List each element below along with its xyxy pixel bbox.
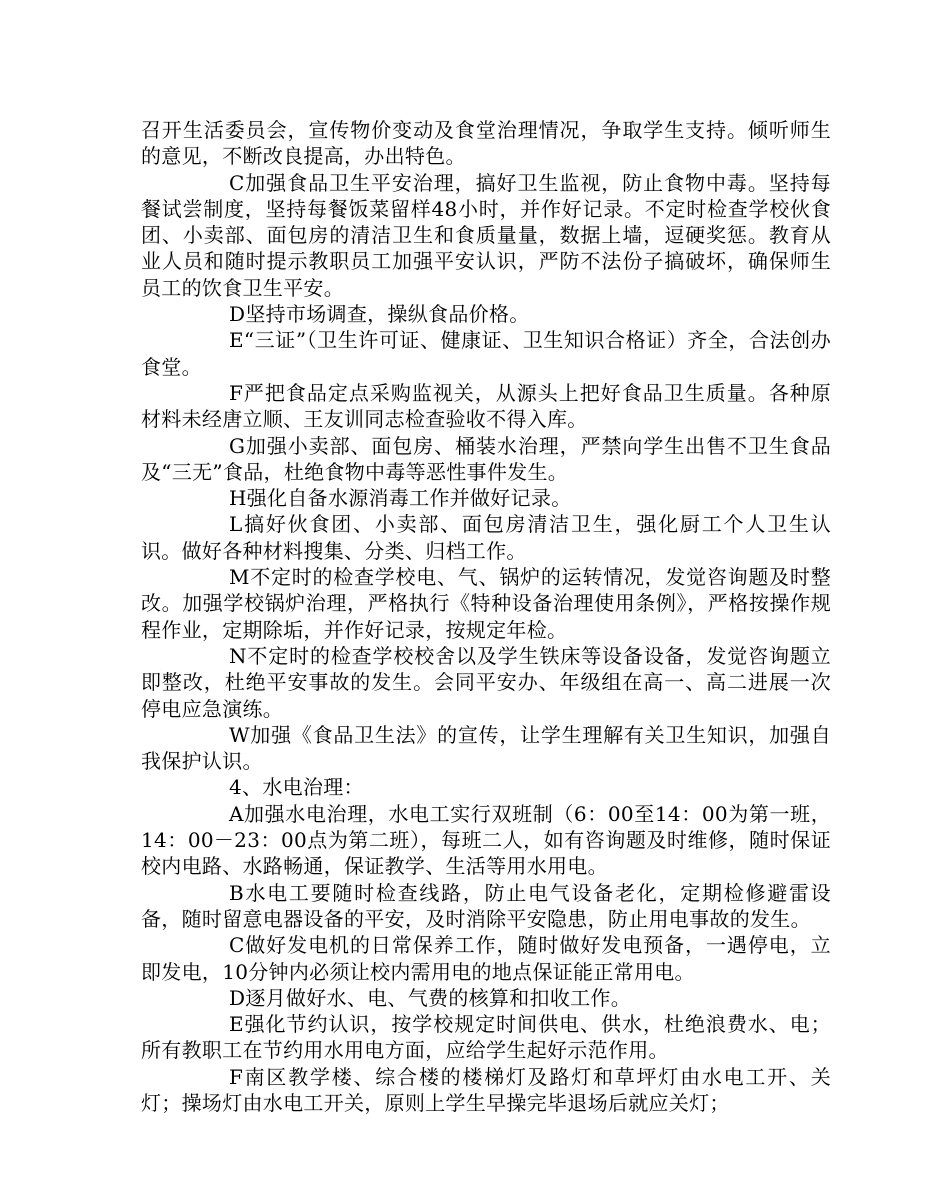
paragraph-market-survey: D坚持市场调查，操纵食品价格。 [229, 302, 530, 327]
paragraph-procurement: F严把食品定点采购监视关，从源头上把好食品卫生质量。各种原材料未经唐立顺、王友训同志检查验收不得入库。 [141, 380, 831, 432]
paragraph-billing: D逐月做好水、电、气费的核算和扣收工作。 [229, 985, 632, 1010]
paragraph-generator: C做好发电机的日常保养工作，随时做好发电预备，一遇停电，立即发电，10分钟内必须让校内需用电的地点保证能正常用电。 [141, 933, 831, 984]
paragraph-shift-schedule: A加强水电治理，水电工实行双班制（6：00至14：00为第一班，14：00－23：00点为第二班），每班二人，如有咨询题及时维修，随时保证校内电路、水路畅通，保证教学、生活等用水用电。 [141, 801, 831, 879]
paragraph-conservation: E强化节约认识，按学校规定时间供电、供水，杜绝浪费水、电；所有教职工在节约用水用电方面，应给学生起好示范作用。 [141, 1012, 831, 1063]
paragraph-lighting: F南区教学楼、综合楼的楼梯灯及路灯和草坪灯由水电工开、关灯；操场灯由水电工开关，原则上学生早操完毕退场后就应关灯； [141, 1064, 831, 1115]
document-body [141, 117, 831, 1116]
paragraph-water-disinfection: H强化自备水源消毒工作并做好记录。 [229, 486, 572, 511]
paragraph-continuation: 召开生活委员会，宣传物价变动及食堂治理情况，争取学生支持。倾听师生的意见，不断改良提高，办出特色。 [141, 118, 831, 169]
paragraph-three-certificates: E“三证”（卫生许可证、健康证、卫生知识合格证）齐全，合法创办食堂。 [141, 328, 831, 379]
paragraph-cleanliness: L搞好伙食团、小卖部、面包房清洁卫生，强化厨工个人卫生认识。做好各种材料搜集、分类、归档工作。 [141, 512, 831, 563]
paragraph-food-safety: C加强食品卫生平安治理，搞好卫生监视，防止食物中毒。坚持每餐试尝制度，坚持每餐饭菜留样48小时，并作好记录。不定时检查学校伙食团、小卖部、面包房的清洁卫生和食质量量，数据上墙，逗硬奖惩。教育从业人员和随时提示教职员工加强平安认识，严防不法份子搞破坏，确保师生员工的饮食卫生平安。 [141, 170, 831, 300]
paragraph-facility-inspection: N不定时的检查学校校舍以及学生铁床等设备设备，发觉咨询题立即整改，杜绝平安事故的发生。会同平安办、年级组在高一、高二进展一次停电应急演练。 [141, 643, 831, 721]
paragraph-hygiene-law: W加强《食品卫生法》的宣传，让学生理解有关卫生知识，加强自我保护认识。 [141, 722, 831, 774]
section-heading-utilities: 4、水电治理： [229, 775, 364, 800]
paragraph-line-inspection: B水电工要随时检查线路，防止电气设备老化，定期检修避雷设备，随时留意电器设备的平安，及时消除平安隐患，防止用电事故的发生。 [141, 880, 831, 931]
paragraph-shop-management: G加强小卖部、面包房、桶装水治理，严禁向学生出售不卫生食品及“三无”食品，杜绝食物中毒等恶性事件发生。 [141, 433, 831, 484]
paragraph-boiler-inspection: M不定时的检查学校电、气、锅炉的运转情况，发觉咨询题及时整改。加强学校锅炉治理，严格执行《特种设备治理使用条例》，严格按操作规程作业，定期除垢，并作好记录，按规定年检。 [141, 565, 831, 642]
